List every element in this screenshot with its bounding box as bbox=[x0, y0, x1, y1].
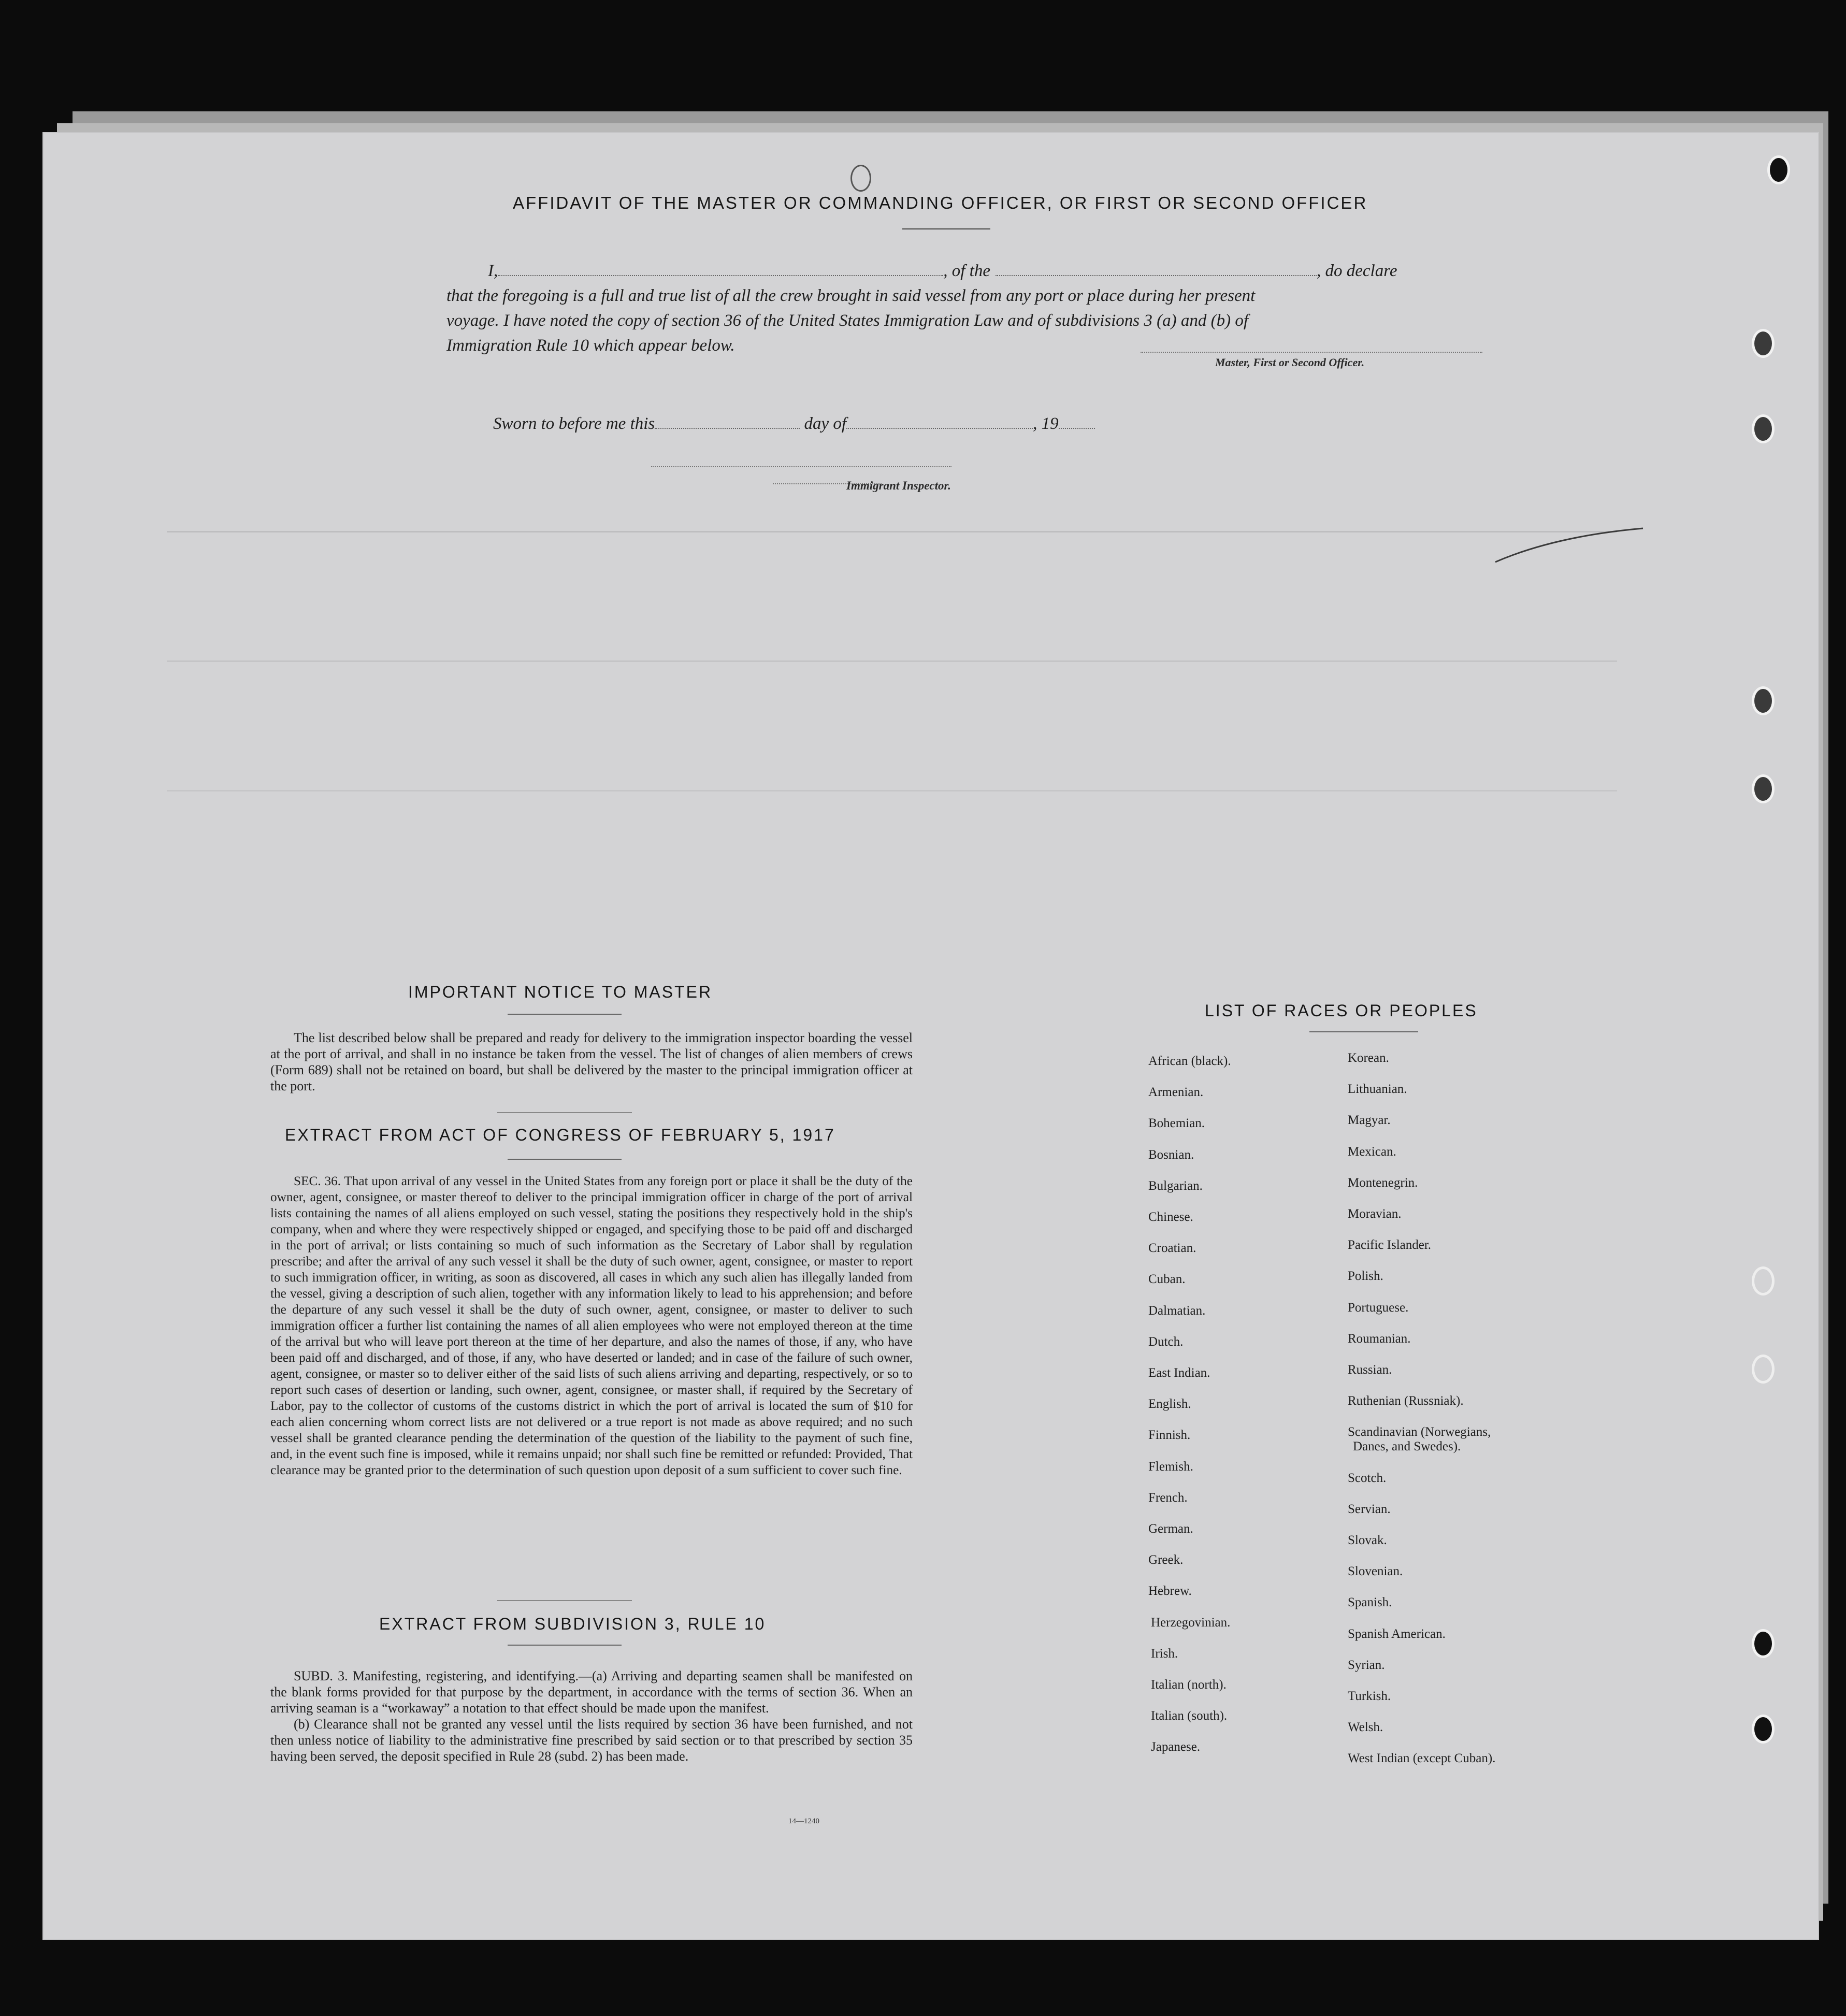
inspector-label: Immigrant Inspector. bbox=[846, 479, 951, 492]
sworn-label: Sworn to before me this bbox=[493, 414, 655, 433]
rule-paragraph-a: SUBD. 3. Manifesting, registering, and identifying.—(a) Arriving and departing seamen shall be manifested on the blank forms provided for that purpose by the department, in accordance with the terms of section 36. When an arriving seaman is a “workaway” a notation to that effect should be made upon the manifest. bbox=[270, 1668, 913, 1716]
race-item: Spanish American. bbox=[1348, 1626, 1446, 1641]
race-item: Flemish. bbox=[1148, 1459, 1193, 1474]
act-extract-text bbox=[270, 1173, 913, 1478]
race-item: Ruthenian (Russniak). bbox=[1348, 1394, 1464, 1408]
document-page bbox=[42, 132, 1819, 1940]
punch-hole-icon bbox=[1752, 774, 1775, 803]
race-item: Cuban. bbox=[1148, 1272, 1186, 1287]
race-item: Polish. bbox=[1348, 1269, 1383, 1284]
race-item: Montenegrin. bbox=[1348, 1175, 1418, 1190]
sworn-year-blank[interactable] bbox=[1059, 428, 1095, 429]
punch-hole-icon bbox=[1752, 1355, 1775, 1384]
notice-text bbox=[270, 1030, 913, 1094]
bleed-through-mark bbox=[167, 531, 1617, 532]
day-of-label: day of bbox=[804, 414, 847, 433]
races-title: LIST OF RACES OR PEOPLES bbox=[1205, 1001, 1478, 1020]
race-item: Scotch. bbox=[1348, 1471, 1387, 1485]
races-rule bbox=[1309, 1031, 1418, 1032]
bleed-through-mark bbox=[167, 790, 1617, 791]
title-rule bbox=[902, 228, 990, 229]
affidavit-declare-label: , do declare bbox=[1316, 262, 1397, 280]
affidavit-line-4: Immigration Rule 10 which appear below. bbox=[446, 336, 735, 355]
affidavit-i-label: I, bbox=[488, 262, 498, 280]
affidavit-of-the-label: , of the bbox=[943, 262, 990, 280]
race-item: Russian. bbox=[1348, 1363, 1392, 1377]
year-prefix-label: , 19 bbox=[1033, 414, 1059, 433]
act-rule bbox=[508, 1159, 622, 1160]
affidavit-line-2: that the foregoing is a full and true list of all the crew brought in said vessel from any port or place during her present bbox=[446, 286, 1256, 305]
race-item: Welsh. bbox=[1348, 1720, 1383, 1735]
sworn-line bbox=[493, 414, 1095, 434]
race-item: East Indian. bbox=[1148, 1366, 1210, 1380]
race-item: Turkish. bbox=[1348, 1689, 1391, 1703]
race-item: English. bbox=[1148, 1397, 1191, 1412]
punch-hole-icon bbox=[1752, 1629, 1775, 1658]
punch-hole-icon bbox=[1752, 1266, 1775, 1295]
rule-extract-text bbox=[270, 1668, 913, 1764]
punch-hole-icon bbox=[850, 165, 871, 192]
race-item: Slovak. bbox=[1348, 1533, 1387, 1547]
race-item: German. bbox=[1148, 1522, 1193, 1536]
race-item: Magyar. bbox=[1348, 1113, 1391, 1128]
race-item: Servian. bbox=[1348, 1502, 1391, 1516]
affidavit-title: AFFIDAVIT OF THE MASTER OR COMMANDING OFFICER, OR FIRST OR SECOND OFFICER bbox=[513, 193, 1368, 212]
section-rule bbox=[497, 1112, 632, 1113]
race-item: Bosnian. bbox=[1148, 1147, 1194, 1162]
signature-label: Master, First or Second Officer. bbox=[1215, 356, 1365, 369]
race-item: Bulgarian. bbox=[1148, 1178, 1203, 1193]
race-item: Mexican. bbox=[1348, 1144, 1396, 1159]
race-item: Slovenian. bbox=[1348, 1564, 1403, 1579]
race-item: Moravian. bbox=[1348, 1207, 1402, 1221]
race-item: Dutch. bbox=[1148, 1334, 1184, 1349]
race-item: Herzegovinian. bbox=[1151, 1615, 1231, 1630]
race-item: Pacific Islander. bbox=[1348, 1238, 1432, 1252]
race-item: Japanese. bbox=[1151, 1740, 1201, 1754]
punch-hole-icon bbox=[1752, 414, 1775, 443]
race-item: Syrian. bbox=[1348, 1658, 1385, 1672]
sworn-month-blank[interactable] bbox=[846, 428, 1033, 429]
race-item: Hebrew. bbox=[1148, 1584, 1192, 1599]
punch-hole-icon bbox=[1752, 329, 1775, 358]
race-item: Greek. bbox=[1148, 1553, 1184, 1567]
race-item: Armenian. bbox=[1148, 1085, 1204, 1100]
race-item: Bohemian. bbox=[1148, 1116, 1205, 1131]
form-number: 14—1240 bbox=[788, 1817, 819, 1825]
signature-blank[interactable] bbox=[1141, 352, 1482, 353]
race-item: Portuguese. bbox=[1348, 1300, 1409, 1315]
race-item: African (black). bbox=[1148, 1054, 1231, 1068]
act-extract-title: EXTRACT FROM ACT OF CONGRESS OF FEBRUARY 5, 1917 bbox=[285, 1126, 835, 1144]
bleed-through-mark bbox=[167, 660, 1617, 662]
affidavit-line-1 bbox=[488, 262, 1397, 281]
race-item: Italian (north). bbox=[1151, 1678, 1227, 1692]
name-blank[interactable] bbox=[498, 275, 943, 276]
race-item: Scandinavian (Norwegians, bbox=[1348, 1425, 1491, 1439]
race-item: Danes, and Swedes). bbox=[1353, 1439, 1461, 1454]
rule-paragraph-b: (b) Clearance shall not be granted any vessel until the lists required by section 36 have been furnished, and not then unless notice of liability to the administrative fine prescribed by said section or to that prescribed by section 35 having been served, the deposit specified in Rule 28 (subd. 2) has been made. bbox=[270, 1717, 913, 1764]
notice-rule bbox=[508, 1014, 622, 1015]
sworn-day-blank[interactable] bbox=[655, 428, 800, 429]
race-item: Irish. bbox=[1151, 1646, 1178, 1661]
pen-stroke-mark bbox=[1493, 521, 1648, 567]
vessel-blank[interactable] bbox=[996, 275, 1317, 276]
affidavit-line-3: voyage. I have noted the copy of section 36 of the United States Immigration Law and of subdivisions 3 (a) and (b) of bbox=[446, 311, 1249, 330]
race-item: Korean. bbox=[1348, 1051, 1389, 1065]
rule-extract-title: EXTRACT FROM SUBDIVISION 3, RULE 10 bbox=[379, 1615, 766, 1633]
race-item: Spanish. bbox=[1348, 1595, 1392, 1610]
race-item: Chinese. bbox=[1148, 1210, 1193, 1224]
inspector-blank[interactable] bbox=[651, 466, 951, 467]
race-item: Dalmatian. bbox=[1148, 1303, 1206, 1318]
race-item: Croatian. bbox=[1148, 1241, 1196, 1256]
punch-hole-icon bbox=[1752, 686, 1775, 715]
punch-hole-icon bbox=[1752, 1715, 1775, 1744]
race-item: Roumanian. bbox=[1348, 1331, 1411, 1346]
race-item: West Indian (except Cuban). bbox=[1348, 1751, 1496, 1766]
act-section-36-paragraph: SEC. 36. That upon arrival of any vessel in the United States from any foreign port or place it shall be the duty of the owner, agent, consignee, or master thereof to deliver to the principal immigration officer in charge of the port of arrival lists containing the names of all aliens employed on such vessel, stating the positions they respectively hold in the ship's company, when and where they were respectively shipped or engaged, and specifying those to be paid off and discharged in the port of arrival; or lists containing so much of such information as the Secretary of Labor shall by regulation prescribe; and after the arrival of any such vessel it shall be the duty of such owner, agent, consignee, or master to report to such immigration officer, in writing, as soon as discovered, all cases in which any such alien has illegally landed from the vessel, giving a description of such alien, together with any information likely to lead to his apprehension; and before the departure of any such vessel it shall be the duty of such owner, agent, consignee, or master to deliver to such immigration officer a further list containing the names of all alien employees who were not employed thereon at the time of the arrival but who will leave port thereon at the time of her departure, and also the names of those, if any, who have been paid off and discharged, and of those, if any, who have deserted or landed; and in case of the failure of such owner, agent, consignee, or master so to deliver either of the said lists of such aliens arriving and departing, respectively, or so to report such cases of desertion or landing, such owner, agent, consignee, or master shall, if required by the Secretary of Labor, pay to the collector of customs of the customs district in which the port of arrival is located the sum of $10 for each alien concerning whom correct lists are not delivered or a true report is not made as above required; and no such vessel shall be granted clearance pending the determination of the question of the liability to the payment of such fine, and, in the event such fine is imposed, while it remains unpaid; nor shall such fine be remitted or refunded: Provided, That clearance may be granted prior to the determination of such question upon deposit of a sum sufficient to cover such fine. bbox=[270, 1174, 913, 1477]
punch-hole-icon bbox=[1767, 155, 1790, 184]
notice-paragraph: The list described below shall be prepared and ready for delivery to the immigration inspector boarding the vessel at the port of arrival, and shall in no instance be taken from the vessel. The list of changes of alien members of crews (Form 689) shall not be retained on board, but shall be delivered by the master to the principal immigration officer at the port. bbox=[270, 1030, 913, 1093]
race-item: French. bbox=[1148, 1490, 1188, 1505]
race-item: Lithuanian. bbox=[1348, 1082, 1407, 1097]
race-item: Italian (south). bbox=[1151, 1709, 1228, 1723]
rule-rule bbox=[508, 1645, 622, 1646]
notice-title: IMPORTANT NOTICE TO MASTER bbox=[408, 983, 713, 1001]
section-rule bbox=[497, 1600, 632, 1601]
race-item: Finnish. bbox=[1148, 1428, 1191, 1443]
